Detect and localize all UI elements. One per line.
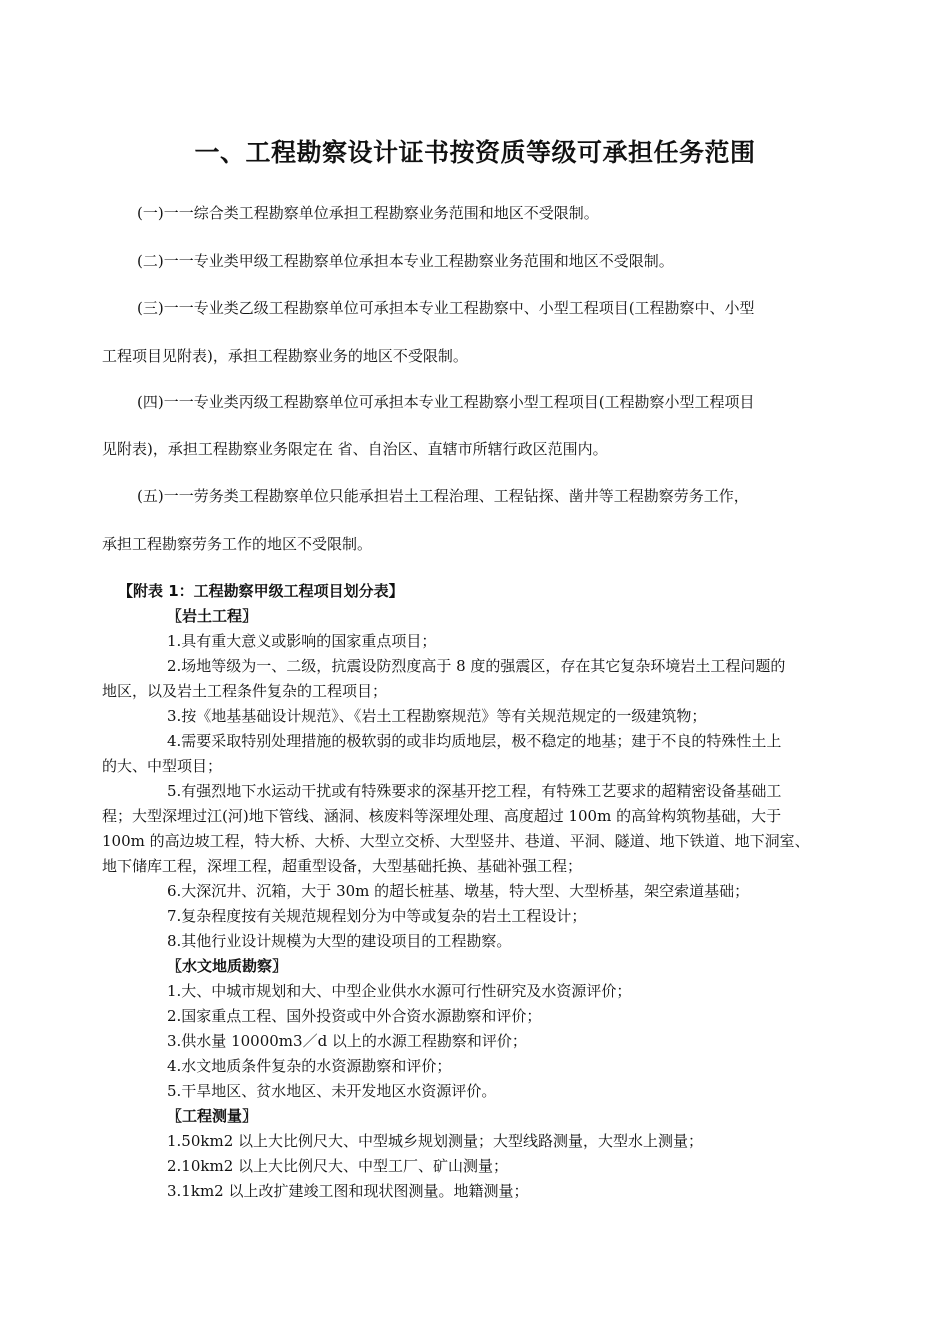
list-item: 8.其他行业设计规模为大型的建设项目的工程勘察。 xyxy=(167,932,512,950)
paragraph-3-cont: 工程项目见附表)，承担工程勘察业务的地区不受限制。 xyxy=(102,347,468,365)
list-item: 3.按《地基基础设计规范》、《岩土工程勘察规范》等有关规范规定的一级建筑物； xyxy=(167,707,707,725)
paragraph-1: (一)一一综合类工程勘察单位承担工程勘察业务范围和地区不受限制。 xyxy=(137,204,599,222)
paragraph-3: (三)一一专业类乙级工程勘察单位可承担本专业工程勘察中、小型工程项目(工程勘察中、小型 xyxy=(137,299,755,317)
list-item: 5.干旱地区、贫水地区、未开发地区水资源评价。 xyxy=(167,1082,497,1100)
appendix-title: 【附表 1：工程勘察甲级工程项目划分表】 xyxy=(118,582,404,600)
section-title-geotechnical: 〖岩土工程〗 xyxy=(167,607,258,625)
paragraph-5: (五)一一劳务类工程勘察单位只能承担岩土工程治理、工程钻探、凿井等工程勘察劳务工作， xyxy=(137,487,749,505)
list-item: 地下储库工程，深埋工程，超重型设备，大型基础托换、基础补强工程； xyxy=(102,857,583,875)
list-item: 1.具有重大意义或影响的国家重点项目； xyxy=(167,632,437,650)
list-item: 3.1km2 以上改扩建竣工图和现状图测量。地籍测量； xyxy=(167,1182,529,1200)
paragraph-4-cont: 见附表)，承担工程勘察业务限定在 省、自治区、直辖市所辖行政区范围内。 xyxy=(102,440,608,458)
section-title-survey: 〖工程测量〗 xyxy=(167,1107,258,1125)
list-item: 的大、中型项目； xyxy=(102,757,223,775)
paragraph-5-cont: 承担工程勘察劳务工作的地区不受限制。 xyxy=(102,535,373,553)
list-item: 1.大、中城市规划和大、中型企业供水水源可行性研究及水资源评价； xyxy=(167,982,632,1000)
list-item: 2.国家重点工程、国外投资或中外合资水源勘察和评价； xyxy=(167,1007,542,1025)
list-item: 4.水文地质条件复杂的水资源勘察和评价； xyxy=(167,1057,452,1075)
paragraph-2: (二)一一专业类甲级工程勘察单位承担本专业工程勘察业务范围和地区不受限制。 xyxy=(137,252,674,270)
page-title: 一、工程勘察设计证书按资质等级可承担任务范围 xyxy=(194,138,756,167)
list-item: 2.10km2 以上大比例尺大、中型工厂、矿山测量； xyxy=(167,1157,509,1175)
list-item: 100m 的高边坡工程，特大桥、大桥、大型立交桥、大型竖井、巷道、平洞、隧道、地下铁道、地下洞室、 xyxy=(102,832,810,850)
list-item: 地区，以及岩土工程条件复杂的工程项目； xyxy=(102,682,388,700)
paragraph-4: (四)一一专业类丙级工程勘察单位可承担本专业工程勘察小型工程项目(工程勘察小型工程项目 xyxy=(137,393,755,411)
list-item: 2.场地等级为一、二级，抗震设防烈度高于 8 度的强震区，存在其它复杂环境岩土工程问题的 xyxy=(167,657,786,675)
list-item: 1.50km2 以上大比例尺大、中型城乡规划测量；大型线路测量，大型水上测量； xyxy=(167,1132,704,1150)
list-item: 3.供水量 10000m3／d 以上的水源工程勘察和评价； xyxy=(167,1032,527,1050)
list-item: 5.有强烈地下水运动干扰或有特殊要求的深基开挖工程，有特殊工艺要求的超精密设备基础工 xyxy=(167,782,782,800)
list-item: 程；大型深埋过江(河)地下管线、涵洞、核废料等深埋处理、高度超过 100m 的高耸构筑物基础，大于 xyxy=(102,807,782,825)
list-item: 6.大深沉井、沉箱，大于 30m 的超长桩基、墩基，特大型、大型桥基，架空索道基础； xyxy=(167,882,750,900)
section-title-hydrogeology: 〖水文地质勘察〗 xyxy=(167,957,288,975)
list-item: 4.需要采取特别处理措施的极软弱的或非均质地层，极不稳定的地基；建于不良的特殊性土上 xyxy=(167,732,782,750)
list-item: 7.复杂程度按有关规范规程划分为中等或复杂的岩土工程设计； xyxy=(167,907,587,925)
